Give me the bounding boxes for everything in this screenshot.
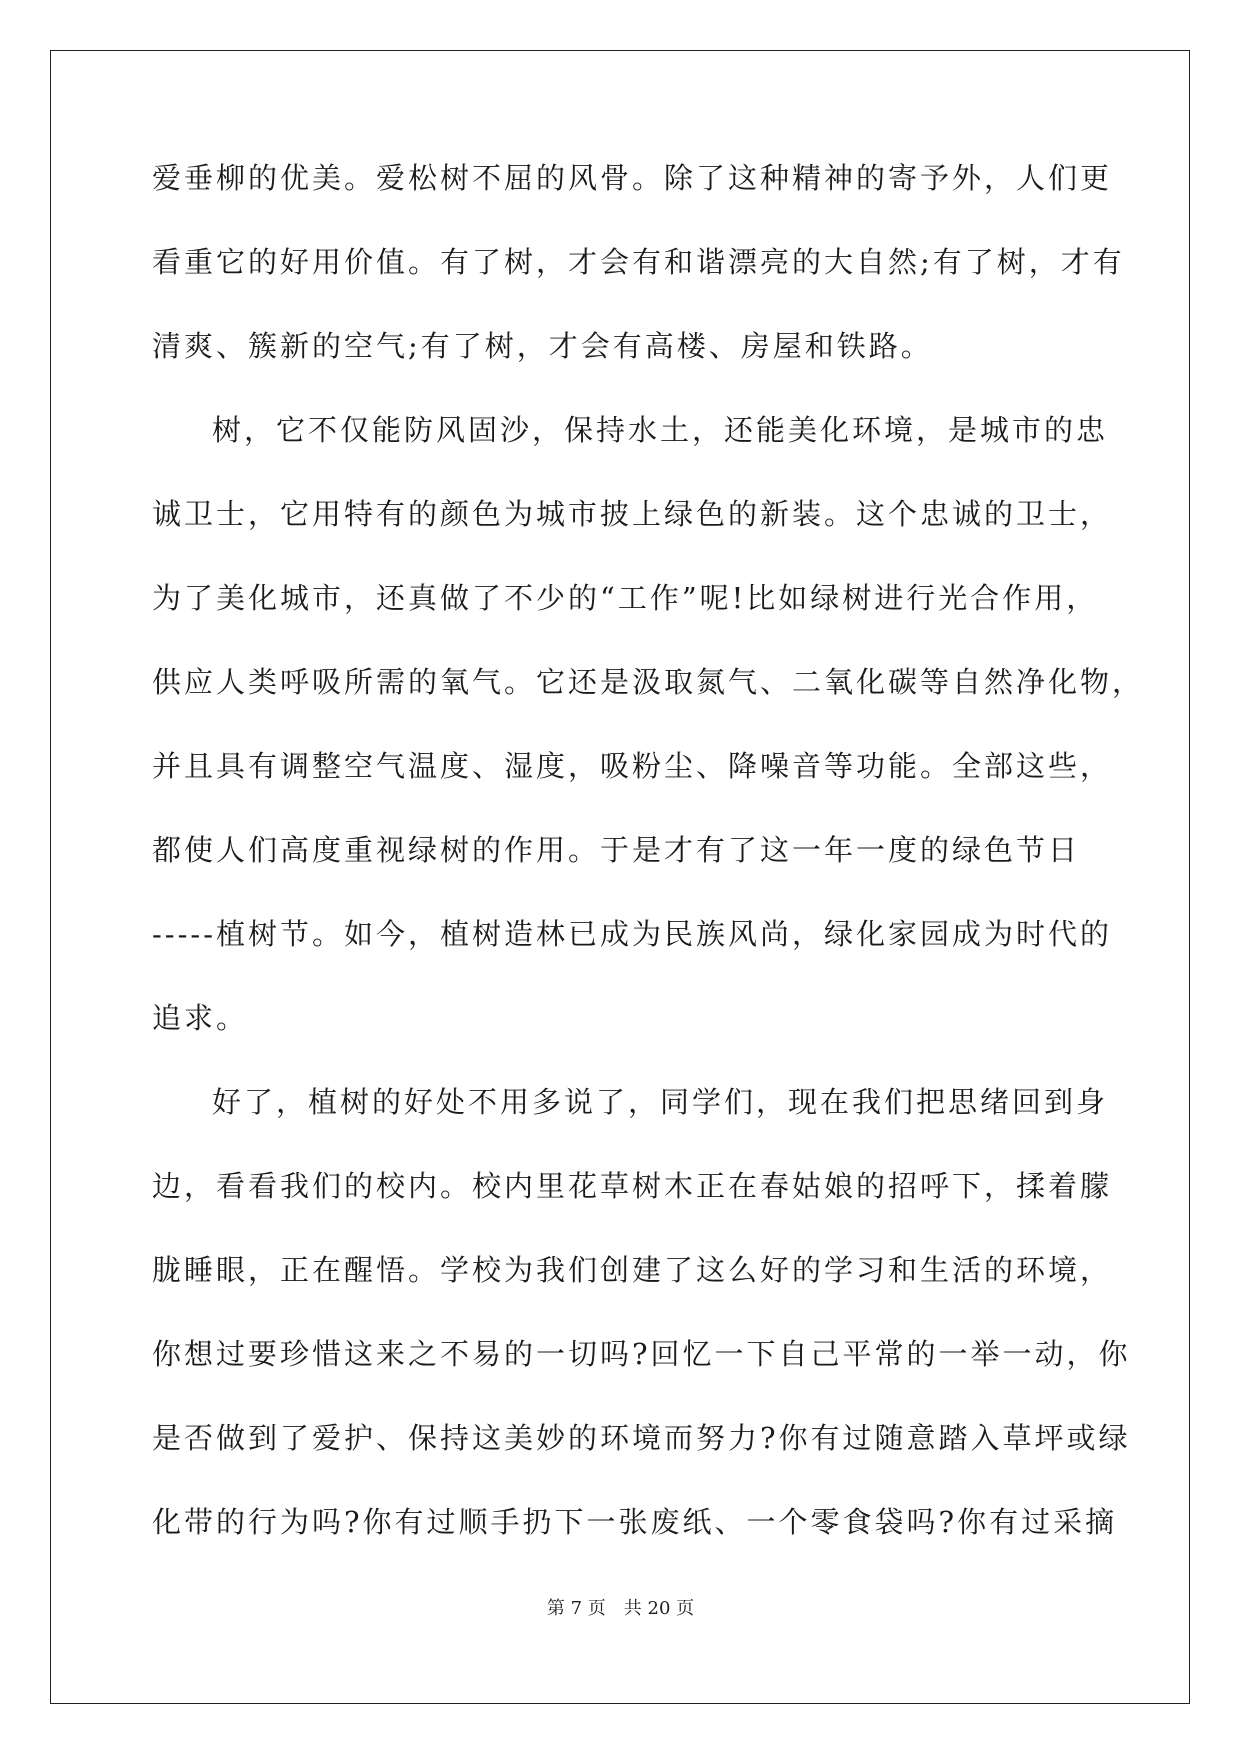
text-line: 看重它的好用价值。有了树，才会有和谐漂亮的大自然;有了树，才有 <box>152 245 1125 279</box>
text-line: 追求。 <box>152 1001 249 1035</box>
text-line: 胧睡眼，正在醒悟。学校为我们创建了这么好的学习和生活的环境， <box>152 1253 1113 1287</box>
text-line: 供应人类呼吸所需的氧气。它还是汲取氮气、二氧化碳等自然净化物， <box>152 665 1145 699</box>
text-line: 你想过要珍惜这来之不易的一切吗?回忆一下自己平常的一举一动，你 <box>152 1337 1131 1371</box>
text-line: 诚卫士，它用特有的颜色为城市披上绿色的新装。这个忠诚的卫士， <box>152 497 1113 531</box>
page-number-footer: 第 7 页 共 20 页 <box>546 1598 695 1619</box>
text-line: -----植树节。如今，植树造林已成为民族风尚，绿化家园成为时代的 <box>152 917 1112 951</box>
text-line: 都使人们高度重视绿树的作用。于是才有了这一年一度的绿色节日 <box>152 833 1081 867</box>
text-line: 边，看看我们的校内。校内里花草树木正在春姑娘的招呼下，揉着朦 <box>152 1169 1113 1203</box>
paragraph-start-line: 树，它不仅能防风固沙，保持水土，还能美化环境，是城市的忠 <box>212 413 1109 447</box>
text-line: 为了美化城市，还真做了不少的“工作”呢!比如绿树进行光合作用， <box>152 581 1099 615</box>
text-line: 并且具有调整空气温度、湿度，吸粉尘、降噪音等功能。全部这些， <box>152 749 1113 783</box>
text-line: 是否做到了爱护、保持这美妙的环境而努力?你有过随意踏入草坪或绿 <box>152 1421 1131 1455</box>
text-line: 爱垂柳的优美。爱松树不屈的风骨。除了这种精神的寄予外，人们更 <box>152 161 1113 195</box>
text-line: 清爽、簇新的空气;有了树，才会有高楼、房屋和铁路。 <box>152 329 933 363</box>
document-body <box>152 160 1145 1588</box>
text-line: 化带的行为吗?你有过顺手扔下一张废纸、一个零食袋吗?你有过采摘 <box>152 1505 1118 1539</box>
paragraph-start-line: 好了，植树的好处不用多说了，同学们，现在我们把思绪回到身 <box>212 1085 1109 1119</box>
